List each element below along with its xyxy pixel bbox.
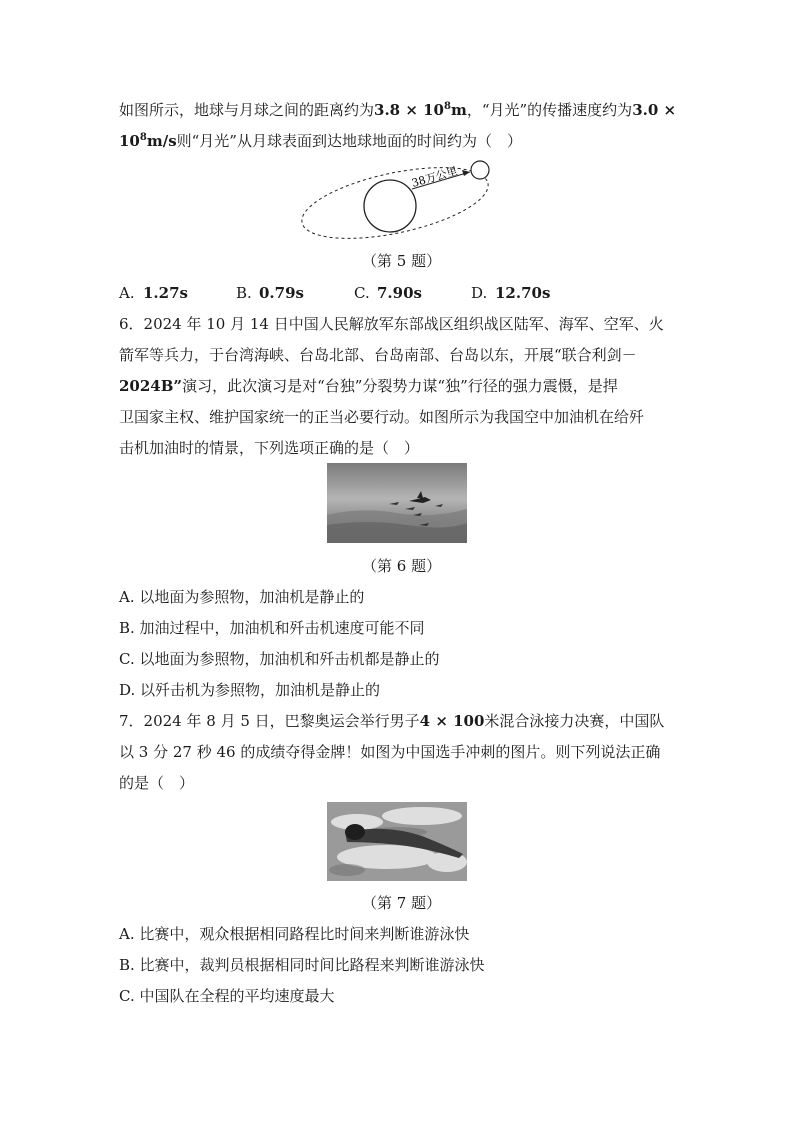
q7-option-a[interactable]: A. 比赛中，观众根据相同路程比时间来判断谁游泳快 xyxy=(119,925,470,943)
q5-line-2 xyxy=(119,128,522,151)
q5-option-d-letter: D. xyxy=(471,284,488,302)
q5-option-a[interactable]: 1.27s xyxy=(143,284,188,302)
q6-line-5: 击机加油时的情景，下列选项正确的是（ ） xyxy=(119,439,420,457)
q6-line-4: 卫国家主权、维护国家统一的正当必要行动。如图所示为我国空中加油机在给歼 xyxy=(119,408,645,426)
q6-exercise-code: 2024B” xyxy=(119,377,183,395)
q5-option-c[interactable]: 7.90s xyxy=(377,284,422,302)
moon-circle xyxy=(471,161,489,179)
q5-speed-a: 3.0 × xyxy=(632,101,677,119)
earth-circle xyxy=(364,180,416,232)
q5-option-b[interactable]: 0.79s xyxy=(259,284,304,302)
q5-text-2b: 则“月光”从月球表面到达地球地面的时间约为（ ） xyxy=(176,132,522,150)
q7-line-2: 以 3 分 27 秒 46 的成绩夺得金牌！如图为中国选手冲刺的图片。则下列说法正确 xyxy=(119,743,661,761)
arrow-head xyxy=(462,170,470,176)
q6-caption: （第 6 题） xyxy=(362,557,442,575)
refueling-photo xyxy=(327,463,467,543)
q7-line-1: 7．2024 年 8 月 5 日，巴黎奥运会举行男子4 × 100米混合泳接力决赛，中国队 xyxy=(119,712,665,730)
q6-option-c[interactable]: C. 以地面为参照物，加油机和歼击机都是静止的 xyxy=(119,650,440,668)
q5-line-1 xyxy=(119,97,676,120)
q6-line-1: 6．2024 年 10 月 14 日中国人民解放军东部战区组织战区陆军、海军、空军、火 xyxy=(119,315,664,333)
q6-option-d[interactable]: D. 以歼击机为参照物，加油机是静止的 xyxy=(119,681,381,699)
q5-option-a-letter: A. xyxy=(119,284,135,302)
q5-text-1a: 如图所示，地球与月球之间的距离约为 xyxy=(119,101,375,119)
q5-distance: $3.8 \times 10^8m$ xyxy=(374,101,467,119)
earth-moon-figure xyxy=(300,155,500,240)
distance-label: 38万公里 xyxy=(410,164,460,190)
q5-options xyxy=(119,283,619,303)
q5-option-b-letter: B. xyxy=(236,284,252,302)
q5-option-c-letter: C. xyxy=(354,284,370,302)
q7-option-b[interactable]: B. 比赛中，裁判员根据相同时间比路程来判断谁游泳快 xyxy=(119,956,485,974)
q6-line-2: 箭军等兵力，于台湾海峡、台岛北部、台岛南部、台岛以东，开展“联合利剑－ xyxy=(119,346,637,364)
q5-option-d[interactable]: 12.70s xyxy=(495,284,551,302)
q5-caption: （第 5 题） xyxy=(362,252,442,270)
q7-line-3: 的是（ ） xyxy=(119,774,195,792)
q7-option-c[interactable]: C. 中国队在全程的平均速度最大 xyxy=(119,987,335,1005)
swimmer-photo xyxy=(327,802,467,881)
q5-speed-b: $10^8m/s$ xyxy=(119,132,177,150)
q6-option-a[interactable]: A. 以地面为参照物，加油机是静止的 xyxy=(119,588,365,606)
swimmer-head-icon xyxy=(345,824,365,840)
q6-line-3: 2024B”演习，此次演习是对“台独”分裂势力谋“独”行径的强力震慑，是捍 xyxy=(119,377,618,395)
q5-text-1b: ，“月光”的传播速度约为 xyxy=(466,101,633,119)
q6-option-b[interactable]: B. 加油过程中，加油机和歼击机速度可能不同 xyxy=(119,619,425,637)
q7-relay: 4 × 100 xyxy=(419,712,485,730)
q7-caption: （第 7 题） xyxy=(362,894,442,912)
